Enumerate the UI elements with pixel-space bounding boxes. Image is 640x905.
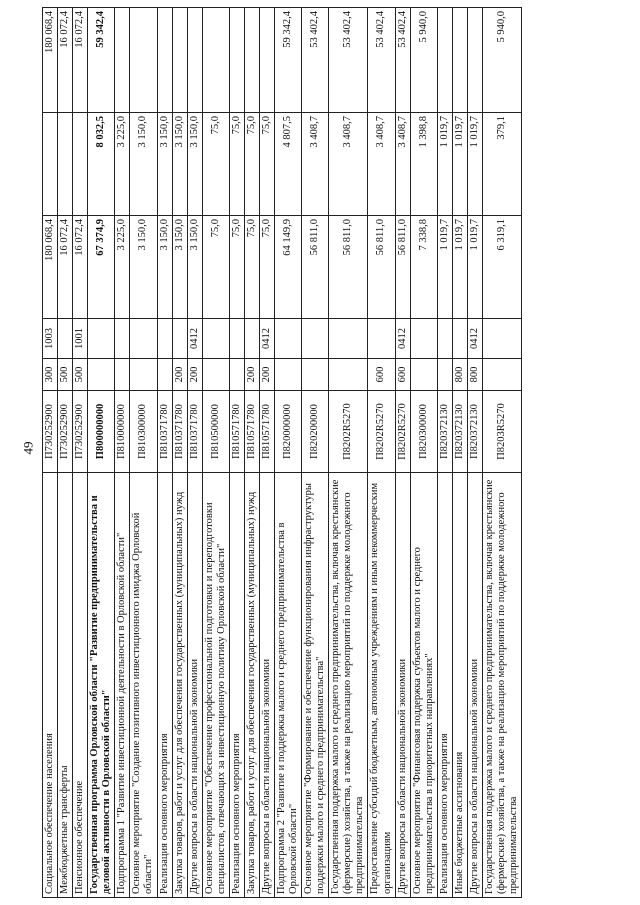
rotated-page <box>42 8 617 898</box>
section-code <box>275 319 302 359</box>
table-row <box>275 8 302 898</box>
table-row <box>58 8 73 898</box>
table-row <box>130 8 157 898</box>
section-code <box>452 319 467 359</box>
amount-federal <box>115 8 130 113</box>
table-row <box>368 8 395 898</box>
target-article-code: П820372130 <box>452 391 467 473</box>
row-name: Закупка товаров, работ и услуг для обеспечения государственных (муниципальных) нужд <box>172 473 187 898</box>
section-code <box>115 319 130 359</box>
table-row <box>437 8 452 898</box>
expense-type-code <box>302 359 329 391</box>
amount-total: 75,0 <box>244 216 259 319</box>
target-article-code: П810500000 <box>202 391 229 473</box>
section-code <box>302 319 329 359</box>
expense-type-code <box>410 359 437 391</box>
amount-total: 56 811,0 <box>302 216 329 319</box>
table-row <box>88 8 115 898</box>
row-name: Пенсионное обеспечение <box>73 473 88 898</box>
amount-regional <box>43 113 58 216</box>
table-row <box>395 8 410 898</box>
expense-type-code <box>229 359 244 391</box>
row-name: Подпрограмма 2 "Развитие и поддержка малого и среднего предпринимательства в Орловской области" <box>275 473 302 898</box>
target-article-code: П8202R5270 <box>395 391 410 473</box>
amount-federal <box>202 8 229 113</box>
expense-type-code: 800 <box>467 359 482 391</box>
expense-type-code: 600 <box>395 359 410 391</box>
page-number: 49 <box>20 441 36 455</box>
table-row <box>73 8 88 898</box>
amount-regional: 3 150,0 <box>172 113 187 216</box>
row-name: Реализация основного мероприятия <box>437 473 452 898</box>
target-article-code: П820000000 <box>275 391 302 473</box>
row-name: Иные бюджетные ассигнования <box>452 473 467 898</box>
amount-federal: 53 402,4 <box>395 8 410 113</box>
amount-total: 75,0 <box>229 216 244 319</box>
amount-total: 1 019,7 <box>467 216 482 319</box>
row-name: Основное мероприятие "Финансовая поддержка субъектов малого и среднего предпринимательства в приоритетных направлениях" <box>410 473 437 898</box>
row-name: Закупка товаров, работ и услуг для обеспечения государственных (муниципальных) нужд <box>244 473 259 898</box>
expense-type-code <box>157 359 172 391</box>
section-code: 1003 <box>43 319 58 359</box>
row-name: Реализация основного мероприятия <box>157 473 172 898</box>
amount-total: 3 150,0 <box>157 216 172 319</box>
table-row <box>187 8 202 898</box>
section-code: 0412 <box>259 319 274 359</box>
amount-federal <box>467 8 482 113</box>
amount-federal <box>437 8 452 113</box>
amount-federal: 5 940,0 <box>410 8 437 113</box>
amount-regional: 3 408,7 <box>329 113 368 216</box>
amount-regional: 4 807,5 <box>275 113 302 216</box>
amount-total: 56 811,0 <box>395 216 410 319</box>
amount-regional: 1 398,8 <box>410 113 437 216</box>
row-name: Межбюджетные трансферты <box>58 473 73 898</box>
amount-regional: 379,1 <box>482 113 521 216</box>
amount-total: 75,0 <box>202 216 229 319</box>
target-article-code: П820300000 <box>410 391 437 473</box>
expense-type-code <box>275 359 302 391</box>
amount-federal <box>244 8 259 113</box>
section-code <box>329 319 368 359</box>
amount-federal <box>157 8 172 113</box>
amount-federal: 53 402,4 <box>329 8 368 113</box>
section-code: 0412 <box>467 319 482 359</box>
target-article-code: П800000000 <box>88 391 115 473</box>
table-row <box>115 8 130 898</box>
row-name: Социальное обеспечение населения <box>43 473 58 898</box>
table-row <box>259 8 274 898</box>
section-code <box>157 319 172 359</box>
expense-type-code: 200 <box>187 359 202 391</box>
row-name: Подпрограмма 1 "Развитие инвестиционной деятельности в Орловской области" <box>115 473 130 898</box>
section-code <box>437 319 452 359</box>
expense-type-code <box>437 359 452 391</box>
target-article-code: П820200000 <box>302 391 329 473</box>
section-code <box>88 319 115 359</box>
table-row <box>302 8 329 898</box>
amount-total: 6 319,1 <box>482 216 521 319</box>
table-row <box>229 8 244 898</box>
amount-regional: 3 150,0 <box>130 113 157 216</box>
expense-type-code: 500 <box>58 359 73 391</box>
table-row <box>410 8 437 898</box>
amount-regional: 75,0 <box>202 113 229 216</box>
amount-federal: 180 068,4 <box>43 8 58 113</box>
expense-type-code <box>482 359 521 391</box>
amount-regional: 1 019,7 <box>452 113 467 216</box>
target-article-code: П810371780 <box>187 391 202 473</box>
target-article-code: П810300000 <box>130 391 157 473</box>
amount-regional: 3 408,7 <box>395 113 410 216</box>
amount-federal <box>452 8 467 113</box>
expense-type-code: 200 <box>259 359 274 391</box>
target-article-code: П730252900 <box>73 391 88 473</box>
section-code <box>410 319 437 359</box>
row-name: Государственная поддержка малого и среднего предпринимательства, включая крестьянские (фермерские) хозяйства, а также на реализацию мероприятий по поддержке молодежного предпринимательства <box>482 473 521 898</box>
amount-federal <box>172 8 187 113</box>
amount-regional: 75,0 <box>229 113 244 216</box>
target-article-code: П810571780 <box>259 391 274 473</box>
budget-table <box>42 7 522 898</box>
target-article-code: П810571780 <box>244 391 259 473</box>
row-name: Другие вопросы в области национальной экономики <box>395 473 410 898</box>
amount-federal: 16 072,4 <box>58 8 73 113</box>
target-article-code: П730252900 <box>58 391 73 473</box>
section-code <box>130 319 157 359</box>
expense-type-code: 300 <box>43 359 58 391</box>
target-article-code: П730252900 <box>43 391 58 473</box>
target-article-code: П8203R5270 <box>482 391 521 473</box>
row-name: Основное мероприятие "Формирование и обеспечение функционирования инфраструктуры поддержки малого и среднего предпринимательства" <box>302 473 329 898</box>
amount-federal <box>229 8 244 113</box>
row-name: Другие вопросы в области национальной экономики <box>259 473 274 898</box>
expense-type-code <box>329 359 368 391</box>
amount-total: 3 150,0 <box>187 216 202 319</box>
section-code: 0412 <box>187 319 202 359</box>
amount-total: 1 019,7 <box>452 216 467 319</box>
amount-regional <box>73 113 88 216</box>
amount-total: 3 150,0 <box>172 216 187 319</box>
amount-regional: 1 019,7 <box>437 113 452 216</box>
amount-federal: 16 072,4 <box>73 8 88 113</box>
expense-type-code <box>88 359 115 391</box>
amount-total: 56 811,0 <box>329 216 368 319</box>
amount-regional: 3 225,0 <box>115 113 130 216</box>
amount-total: 64 149,9 <box>275 216 302 319</box>
amount-federal <box>130 8 157 113</box>
amount-federal: 5 940,0 <box>482 8 521 113</box>
table-body <box>43 8 522 898</box>
expense-type-code <box>202 359 229 391</box>
amount-total: 1 019,7 <box>437 216 452 319</box>
amount-federal: 59 342,4 <box>88 8 115 113</box>
row-name: Другие вопросы в области национальной экономики <box>187 473 202 898</box>
amount-regional <box>58 113 73 216</box>
row-name: Государственная программа Орловской области "Развитие предпринимательства и деловой активности в Орловской области" <box>88 473 115 898</box>
row-name: Реализация основного мероприятия <box>229 473 244 898</box>
expense-type-code <box>115 359 130 391</box>
expense-type-code: 200 <box>244 359 259 391</box>
amount-total: 67 374,9 <box>88 216 115 319</box>
amount-total: 16 072,4 <box>58 216 73 319</box>
table-row <box>244 8 259 898</box>
amount-regional: 1 019,7 <box>467 113 482 216</box>
row-name: Государственная поддержка малого и среднего предпринимательства, включая крестьянские (фермерские) хозяйства, а также на реализацию мероприятий по поддержке молодежного предпринимательства <box>329 473 368 898</box>
section-code <box>368 319 395 359</box>
target-article-code: П810371780 <box>172 391 187 473</box>
section-code <box>482 319 521 359</box>
table-row <box>172 8 187 898</box>
amount-total: 7 338,8 <box>410 216 437 319</box>
amount-federal <box>187 8 202 113</box>
section-code <box>229 319 244 359</box>
target-article-code: П820372130 <box>467 391 482 473</box>
amount-regional: 3 150,0 <box>187 113 202 216</box>
section-code <box>172 319 187 359</box>
amount-federal: 53 402,4 <box>368 8 395 113</box>
amount-regional: 3 150,0 <box>157 113 172 216</box>
row-name: Основное мероприятие "Создание позитивного инвестиционного имиджа Орловской области" <box>130 473 157 898</box>
table-row <box>482 8 521 898</box>
expense-type-code: 500 <box>73 359 88 391</box>
target-article-code: П820372130 <box>437 391 452 473</box>
row-name: Предоставление субсидий бюджетным, автономным учреждениям и иным некоммерческим организациям <box>368 473 395 898</box>
amount-federal: 59 342,4 <box>275 8 302 113</box>
target-article-code: П810000000 <box>115 391 130 473</box>
section-code <box>202 319 229 359</box>
table-row <box>329 8 368 898</box>
amount-regional: 75,0 <box>259 113 274 216</box>
target-article-code: П810571780 <box>229 391 244 473</box>
amount-total: 3 150,0 <box>130 216 157 319</box>
amount-total: 56 811,0 <box>368 216 395 319</box>
amount-total: 3 225,0 <box>115 216 130 319</box>
target-article-code: П8202R5270 <box>329 391 368 473</box>
amount-total: 16 072,4 <box>73 216 88 319</box>
amount-federal: 53 402,4 <box>302 8 329 113</box>
expense-type-code: 800 <box>452 359 467 391</box>
section-code <box>244 319 259 359</box>
table-row <box>43 8 58 898</box>
table-row <box>202 8 229 898</box>
target-article-code: П810371780 <box>157 391 172 473</box>
section-code: 1001 <box>73 319 88 359</box>
amount-total: 75,0 <box>259 216 274 319</box>
table-row <box>452 8 467 898</box>
table-row <box>467 8 482 898</box>
expense-type-code <box>130 359 157 391</box>
amount-regional: 75,0 <box>244 113 259 216</box>
expense-type-code: 200 <box>172 359 187 391</box>
target-article-code: П8202R5270 <box>368 391 395 473</box>
section-code <box>58 319 73 359</box>
row-name: Основное мероприятие "Обеспечение профессиональной подготовки и переподготовки специалистов, отвечающих за инвестиционную политику Орловской области" <box>202 473 229 898</box>
amount-federal <box>259 8 274 113</box>
expense-type-code: 600 <box>368 359 395 391</box>
amount-regional: 8 032,5 <box>88 113 115 216</box>
amount-regional: 3 408,7 <box>368 113 395 216</box>
row-name: Другие вопросы в области национальной экономики <box>467 473 482 898</box>
amount-regional: 3 408,7 <box>302 113 329 216</box>
table-row <box>157 8 172 898</box>
amount-total: 180 068,4 <box>43 216 58 319</box>
section-code: 0412 <box>395 319 410 359</box>
